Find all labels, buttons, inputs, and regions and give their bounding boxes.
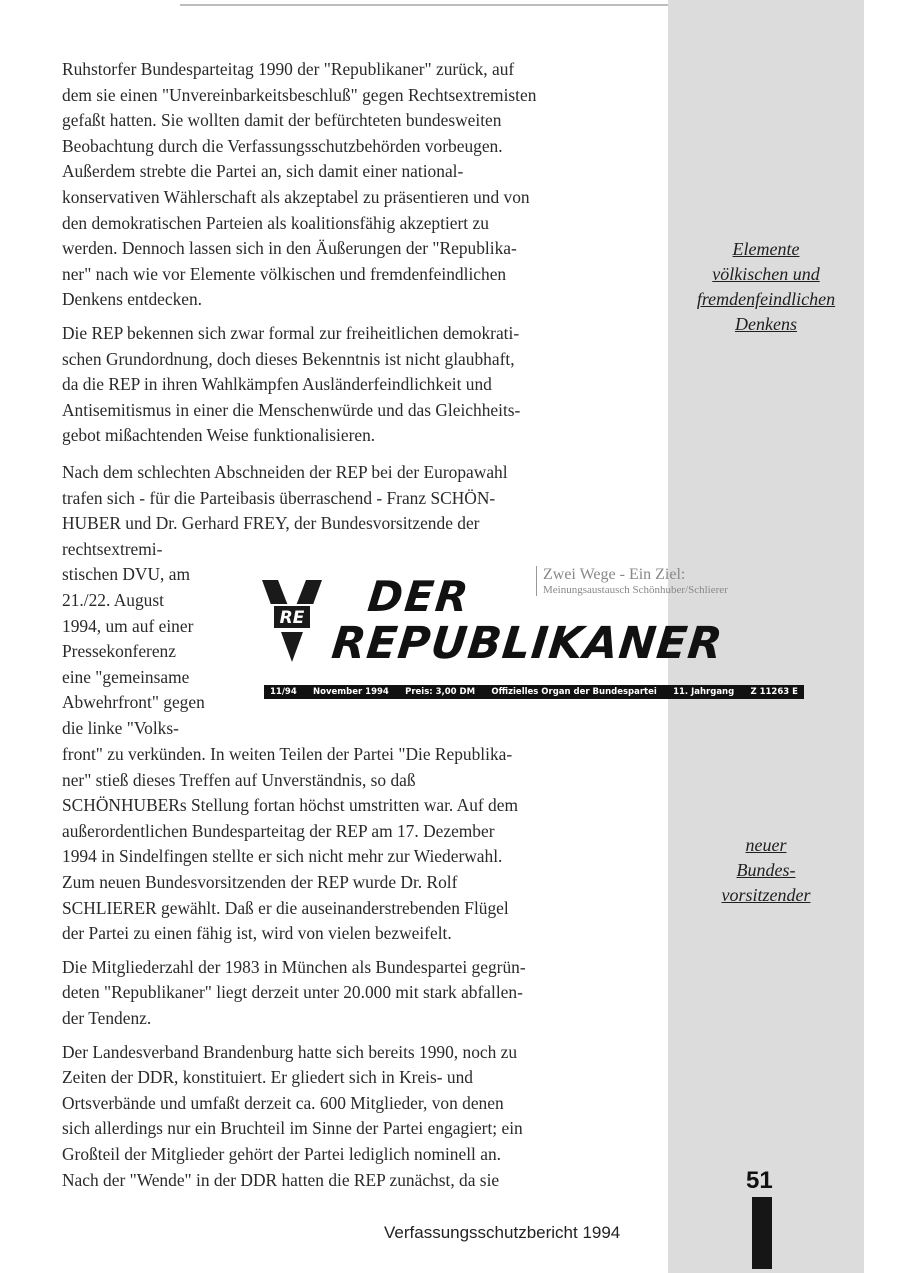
text-line: den demokratischen Parteien als koalitionsfähig akzeptiert zu — [62, 212, 489, 233]
text-line: Beobachtung durch die Verfassungsschutzbehörden vorbeugen. — [62, 135, 503, 156]
text-line: der Tendenz. — [62, 1007, 152, 1028]
masthead-der: DER — [365, 572, 473, 621]
text-line: 1994, um auf einer — [62, 615, 194, 636]
text-line: Denkens entdecken. — [62, 289, 203, 310]
text-line: der Partei zu einen fähig ist, wird von vielen bezweifelt. — [62, 923, 452, 944]
text-line: trafen sich - für die Parteibasis überraschend - Franz SCHÖN- — [62, 487, 496, 508]
margin-note-neuer-vorsitzender — [668, 833, 864, 908]
page-edge — [864, 0, 900, 1273]
text-line: gebot mißachtenden Weise funktionalisieren. — [62, 425, 376, 446]
text-line: Außerdem strebte die Partei an, sich damit einer national- — [62, 161, 464, 182]
masthead-slogan — [536, 566, 728, 596]
info-bar-item: November 1994 — [313, 687, 389, 697]
text-line: front" zu verkünden. In weiten Teilen der Partei "Die Republika- — [62, 744, 513, 764]
text-line: gefaßt hatten. Sie wollten damit der befürchteten bundesweiten — [62, 110, 502, 131]
paragraph-3-continued — [62, 742, 662, 947]
masthead-republikaner: REPUBLIKANER — [329, 618, 726, 669]
margin-note-line: völkischen und — [712, 264, 820, 284]
text-line: ner" nach wie vor Elemente völkischen und fremdenfeindlichen — [62, 263, 507, 284]
text-line: Großteil der Mitglieder gehört der Partei lediglich nominell an. — [62, 1143, 501, 1164]
margin-note-line: fremdenfeindlichen — [696, 289, 836, 309]
paragraph-2 — [62, 321, 662, 449]
text-line: Die Mitgliederzahl der 1983 in München als Bundespartei gegrün- — [62, 956, 526, 977]
margin-note-line: Bundes- — [736, 860, 796, 880]
text-line: Zum neuen Bundesvorsitzenden der REP wurde Dr. Rolf — [62, 871, 458, 892]
text-line: Zeiten der DDR, konstituiert. Er gliedert sich in Kreis- und — [62, 1067, 473, 1088]
text-line: Pressekonferenz — [62, 641, 176, 662]
text-line: Abwehrfront" gegen — [62, 692, 205, 713]
paragraph-4 — [62, 955, 662, 1032]
margin-note-line: neuer — [745, 835, 787, 855]
text-line: konservativen Wählerschaft als akzeptabel zu präsentieren und von — [62, 186, 530, 207]
info-bar-item: 11/94 — [270, 687, 297, 697]
body-text-bottom — [62, 742, 662, 1201]
text-line: dem sie einen "Unvereinbarkeitsbeschluß" gegen Rechtsextremisten — [62, 84, 537, 105]
text-line: Die REP bekennen sich zwar formal zur freiheitlichen demokrati- — [62, 322, 520, 343]
masthead-info-bar — [264, 685, 804, 699]
paragraph-3-lines — [62, 460, 662, 537]
text-line: die linke "Volks- — [62, 717, 179, 738]
info-bar-item: 11. Jahrgang — [673, 687, 735, 697]
text-line: Ortsverbände und umfaßt derzeit ca. 600 Mitglieder, von denen — [62, 1092, 504, 1113]
emblem-text: RE — [279, 608, 305, 628]
text-line: Der Landesverband Brandenburg hatte sich bereits 1990, noch zu — [62, 1041, 518, 1062]
paragraph-3-narrow-lines — [62, 537, 254, 742]
republikaner-masthead — [256, 562, 804, 700]
info-bar-item: Preis: 3,00 DM — [405, 687, 476, 697]
text-line: SCHÖNHUBERs Stellung fortan höchst umstritten war. Auf dem — [62, 795, 518, 816]
text-line: Antisemitismus in einer die Menschenwürde und das Gleichheits- — [62, 399, 521, 420]
text-line: SCHLIERER gewählt. Daß er die auseinanderstrebenden Flügel — [62, 897, 509, 918]
text-line: stischen DVU, am — [62, 564, 190, 585]
slogan-line-1: Zwei Wege - Ein Ziel: — [543, 566, 686, 583]
paragraph-1 — [62, 57, 662, 313]
text-line: 1994 in Sindelfingen stellte er sich nicht mehr zur Wiederwahl. — [62, 846, 503, 867]
body-text-top — [62, 57, 662, 457]
info-bar-item: Z 11263 E — [750, 687, 798, 697]
slogan-line-2: Meinungsaustausch Schönhuber/Schlierer — [543, 584, 728, 596]
footer-title: Verfassungsschutzbericht 1994 — [384, 1223, 621, 1242]
info-bar-item: Offizielles Organ der Bundespartei — [491, 687, 657, 697]
text-line: sich allerdings nur ein Bruchteil im Sinne der Partei engagiert; ein — [62, 1118, 523, 1139]
text-line: eine "gemeinsame — [62, 666, 190, 687]
page-thumb-mark — [752, 1197, 772, 1269]
text-line: HUBER und Dr. Gerhard FREY, der Bundesvorsitzende der — [62, 513, 480, 534]
text-line: außerordentlichen Bundesparteitag der REP am 17. Dezember — [62, 820, 495, 841]
text-line: da die REP in ihren Wahlkämpfen Ausländerfeindlichkeit und — [62, 374, 492, 395]
text-line: rechtsextremi- — [62, 538, 163, 559]
text-line: ner" stieß dieses Treffen auf Unverständnis, so daß — [62, 769, 416, 790]
margin-note-line: vorsitzender — [721, 885, 811, 905]
margin-note-line: Elemente — [732, 239, 800, 259]
text-line: Nach der "Wende" in der DDR hatten die REP zunächst, da sie — [62, 1169, 500, 1190]
margin-note-voelkisch — [668, 237, 864, 337]
text-line: Nach dem schlechten Abschneiden der REP bei der Europawahl — [62, 462, 508, 482]
paragraph-5 — [62, 1040, 662, 1194]
text-line: deten "Republikaner" liegt derzeit unter 20.000 mit stark abfallen- — [62, 982, 523, 1003]
text-line: Ruhstorfer Bundesparteitag 1990 der "Republikaner" zurück, auf — [62, 59, 515, 79]
margin-note-line: Denkens — [735, 314, 797, 334]
text-line: werden. Dennoch lassen sich in den Äußerungen der "Republika- — [62, 238, 517, 259]
text-line: 21./22. August — [62, 589, 164, 610]
page-number: 51 — [746, 1167, 773, 1194]
republikaner-emblem-icon — [256, 574, 328, 664]
text-line: schen Grundordnung, doch dieses Bekenntnis ist nicht glaubhaft, — [62, 348, 515, 369]
